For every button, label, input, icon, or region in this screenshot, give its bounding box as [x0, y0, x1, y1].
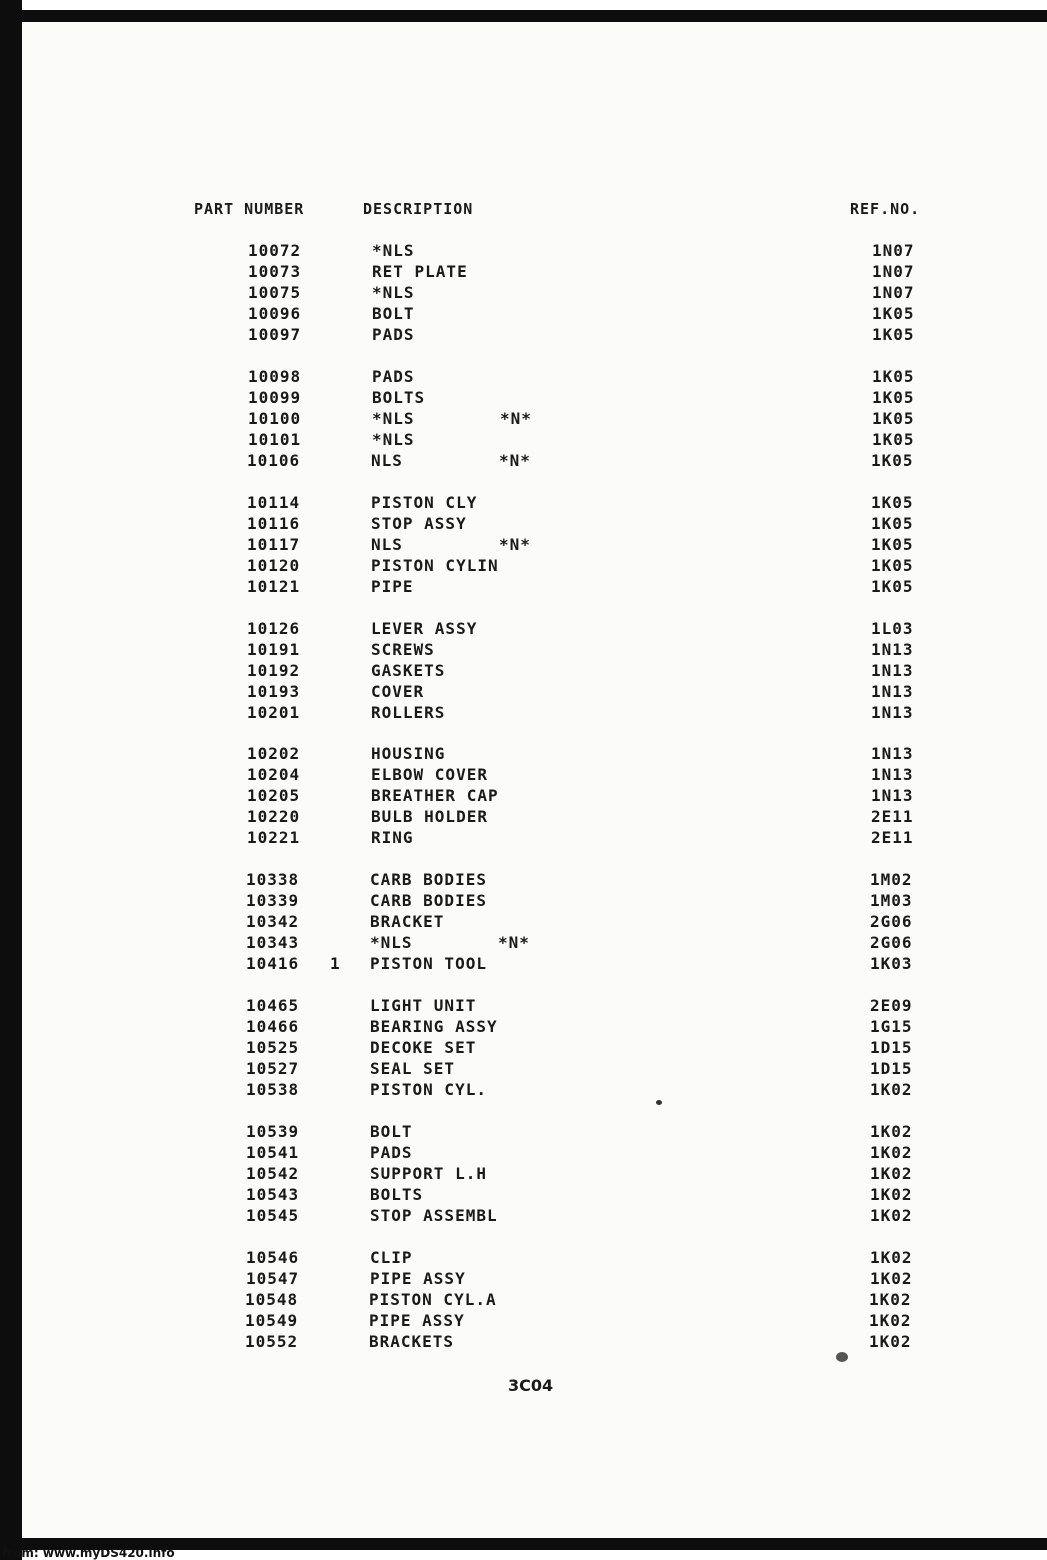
part-number: 10106 [247, 451, 301, 470]
ref-number: 1K05 [872, 409, 915, 428]
part-number: 10191 [247, 640, 301, 659]
description: PADS [370, 1143, 413, 1162]
part-number: 10205 [247, 786, 301, 805]
ref-number: 1L03 [871, 619, 914, 638]
ref-number: 1K05 [871, 556, 914, 575]
header-ref-no: REF.NO. [850, 200, 921, 218]
description: STOP ASSY [371, 514, 467, 533]
part-number: 10126 [247, 619, 301, 638]
ref-number: 1N13 [871, 682, 914, 701]
description: BOLT [372, 304, 415, 323]
ref-number: 1K05 [871, 577, 914, 596]
ref-number: 1N13 [871, 786, 914, 805]
description: BRACKET [370, 912, 445, 931]
scan-border-top [0, 10, 1047, 22]
header-description: DESCRIPTION [363, 200, 474, 218]
ref-number: 1K03 [870, 954, 913, 973]
part-number: 10116 [247, 514, 301, 533]
ref-number: 1N13 [871, 744, 914, 763]
description: PADS [372, 367, 415, 386]
ref-number: 1D15 [870, 1038, 913, 1057]
ref-number: 1N07 [872, 262, 915, 281]
ref-number: 1K05 [872, 430, 915, 449]
ref-number: 1N07 [872, 241, 915, 260]
part-number: 10525 [246, 1038, 300, 1057]
part-number: 10193 [247, 682, 301, 701]
ref-number: 1N13 [871, 640, 914, 659]
description: PISTON CYL. [370, 1080, 487, 1099]
description: STOP ASSEMBL [370, 1206, 498, 1225]
part-number: 10338 [246, 870, 300, 889]
description: NLS [371, 535, 403, 554]
description: BOLTS [372, 388, 426, 407]
ref-number: 1K02 [869, 1311, 912, 1330]
description: *NLS [372, 283, 415, 302]
description: PIPE ASSY [370, 1269, 466, 1288]
page-code: 3C04 [508, 1376, 554, 1395]
part-number: 10075 [248, 283, 302, 302]
part-number: 10465 [246, 996, 300, 1015]
ref-number: 1K02 [870, 1185, 913, 1204]
quantity: 1 [330, 954, 341, 973]
description: PISTON CYLIN [371, 556, 499, 575]
description: LIGHT UNIT [370, 996, 477, 1015]
part-number: 10100 [248, 409, 302, 428]
part-number: 10548 [245, 1290, 299, 1309]
ref-number: 1K02 [870, 1164, 913, 1183]
description: RET PLATE [372, 262, 468, 281]
ref-number: 1K02 [869, 1290, 912, 1309]
part-number: 10545 [246, 1206, 300, 1225]
part-number: 10343 [246, 933, 300, 952]
ref-number: 1K02 [870, 1269, 913, 1288]
description: CARB BODIES [370, 891, 487, 910]
part-number: 10192 [247, 661, 301, 680]
description: *NLS [372, 241, 415, 260]
ref-number: 1N13 [871, 661, 914, 680]
description: *NLS [372, 430, 415, 449]
ref-number: 1K05 [871, 535, 914, 554]
part-number: 10542 [246, 1164, 300, 1183]
ref-number: 1K02 [870, 1206, 913, 1225]
scan-speck [836, 1352, 848, 1362]
part-number: 10541 [246, 1143, 300, 1162]
ref-number: 1M02 [870, 870, 913, 889]
part-number: 10416 [246, 954, 300, 973]
part-number: 10339 [246, 891, 300, 910]
ref-number: 1N13 [871, 703, 914, 722]
ref-number: 1D15 [870, 1059, 913, 1078]
ref-number: 2E11 [871, 828, 914, 847]
ref-number: 1K02 [870, 1248, 913, 1267]
description: COVER [371, 682, 425, 701]
description: CARB BODIES [370, 870, 487, 889]
description: *NLS [370, 933, 413, 952]
part-number: 10527 [246, 1059, 300, 1078]
ref-number: 1K02 [870, 1080, 913, 1099]
part-number: 10121 [247, 577, 301, 596]
part-number: 10342 [246, 912, 300, 931]
scan-top-margin [0, 0, 1047, 10]
ref-number: 1N07 [872, 283, 915, 302]
status-flag: *N* [499, 535, 531, 554]
ref-number: 2E11 [871, 807, 914, 826]
description: SCREWS [371, 640, 435, 659]
part-number: 10097 [248, 325, 302, 344]
part-number: 10114 [247, 493, 301, 512]
description: GASKETS [371, 661, 446, 680]
part-number: 10539 [246, 1122, 300, 1141]
part-number: 10096 [248, 304, 302, 323]
part-number: 10549 [245, 1311, 299, 1330]
ref-number: 2E09 [870, 996, 913, 1015]
description: BULB HOLDER [371, 807, 488, 826]
description: BRACKETS [369, 1332, 455, 1351]
part-number: 10120 [247, 556, 301, 575]
ref-number: 1K05 [872, 325, 915, 344]
part-number: 10552 [245, 1332, 299, 1351]
description: HOUSING [371, 744, 446, 763]
part-number: 10538 [246, 1080, 300, 1099]
scan-speck [656, 1100, 662, 1105]
ref-number: 1K05 [872, 367, 915, 386]
part-number: 10201 [247, 703, 301, 722]
part-number: 10546 [246, 1248, 300, 1267]
description: BOLTS [370, 1185, 424, 1204]
description: PISTON TOOL [370, 954, 487, 973]
ref-number: 1K05 [871, 493, 914, 512]
scan-border-left [0, 0, 22, 1560]
status-flag: *N* [499, 451, 531, 470]
description: CLIP [370, 1248, 413, 1267]
part-number: 10547 [246, 1269, 300, 1288]
ref-number: 1K02 [870, 1122, 913, 1141]
ref-number: 1M03 [870, 891, 913, 910]
footer-source: from: www.myDS420.info [2, 1546, 175, 1560]
part-number: 10073 [248, 262, 302, 281]
part-number: 10204 [247, 765, 301, 784]
part-number: 10101 [248, 430, 302, 449]
status-flag: *N* [498, 933, 530, 952]
description: PIPE [371, 577, 414, 596]
description: PISTON CLY [371, 493, 478, 512]
description: ELBOW COVER [371, 765, 488, 784]
description: ROLLERS [371, 703, 446, 722]
header-part-number: PART NUMBER [194, 200, 305, 218]
ref-number: 1G15 [870, 1017, 913, 1036]
ref-number: 1K02 [870, 1143, 913, 1162]
part-number: 10220 [247, 807, 301, 826]
ref-number: 2G06 [870, 912, 913, 931]
description: SEAL SET [370, 1059, 456, 1078]
description: PISTON CYL.A [369, 1290, 497, 1309]
part-number: 10202 [247, 744, 301, 763]
part-number: 10072 [248, 241, 302, 260]
part-number: 10099 [248, 388, 302, 407]
description: PIPE ASSY [369, 1311, 465, 1330]
description: PADS [372, 325, 415, 344]
part-number: 10543 [246, 1185, 300, 1204]
description: *NLS [372, 409, 415, 428]
description: BOLT [370, 1122, 413, 1141]
status-flag: *N* [500, 409, 532, 428]
description: LEVER ASSY [371, 619, 478, 638]
part-number: 10098 [248, 367, 302, 386]
description: SUPPORT L.H [370, 1164, 487, 1183]
ref-number: 1K02 [869, 1332, 912, 1351]
part-number: 10466 [246, 1017, 300, 1036]
description: DECOKE SET [370, 1038, 477, 1057]
ref-number: 1N13 [871, 765, 914, 784]
ref-number: 2G06 [870, 933, 913, 952]
description: NLS [371, 451, 403, 470]
part-number: 10221 [247, 828, 301, 847]
ref-number: 1K05 [871, 451, 914, 470]
ref-number: 1K05 [872, 304, 915, 323]
ref-number: 1K05 [872, 388, 915, 407]
part-number: 10117 [247, 535, 301, 554]
description: BREATHER CAP [371, 786, 499, 805]
description: RING [371, 828, 414, 847]
description: BEARING ASSY [370, 1017, 498, 1036]
ref-number: 1K05 [871, 514, 914, 533]
